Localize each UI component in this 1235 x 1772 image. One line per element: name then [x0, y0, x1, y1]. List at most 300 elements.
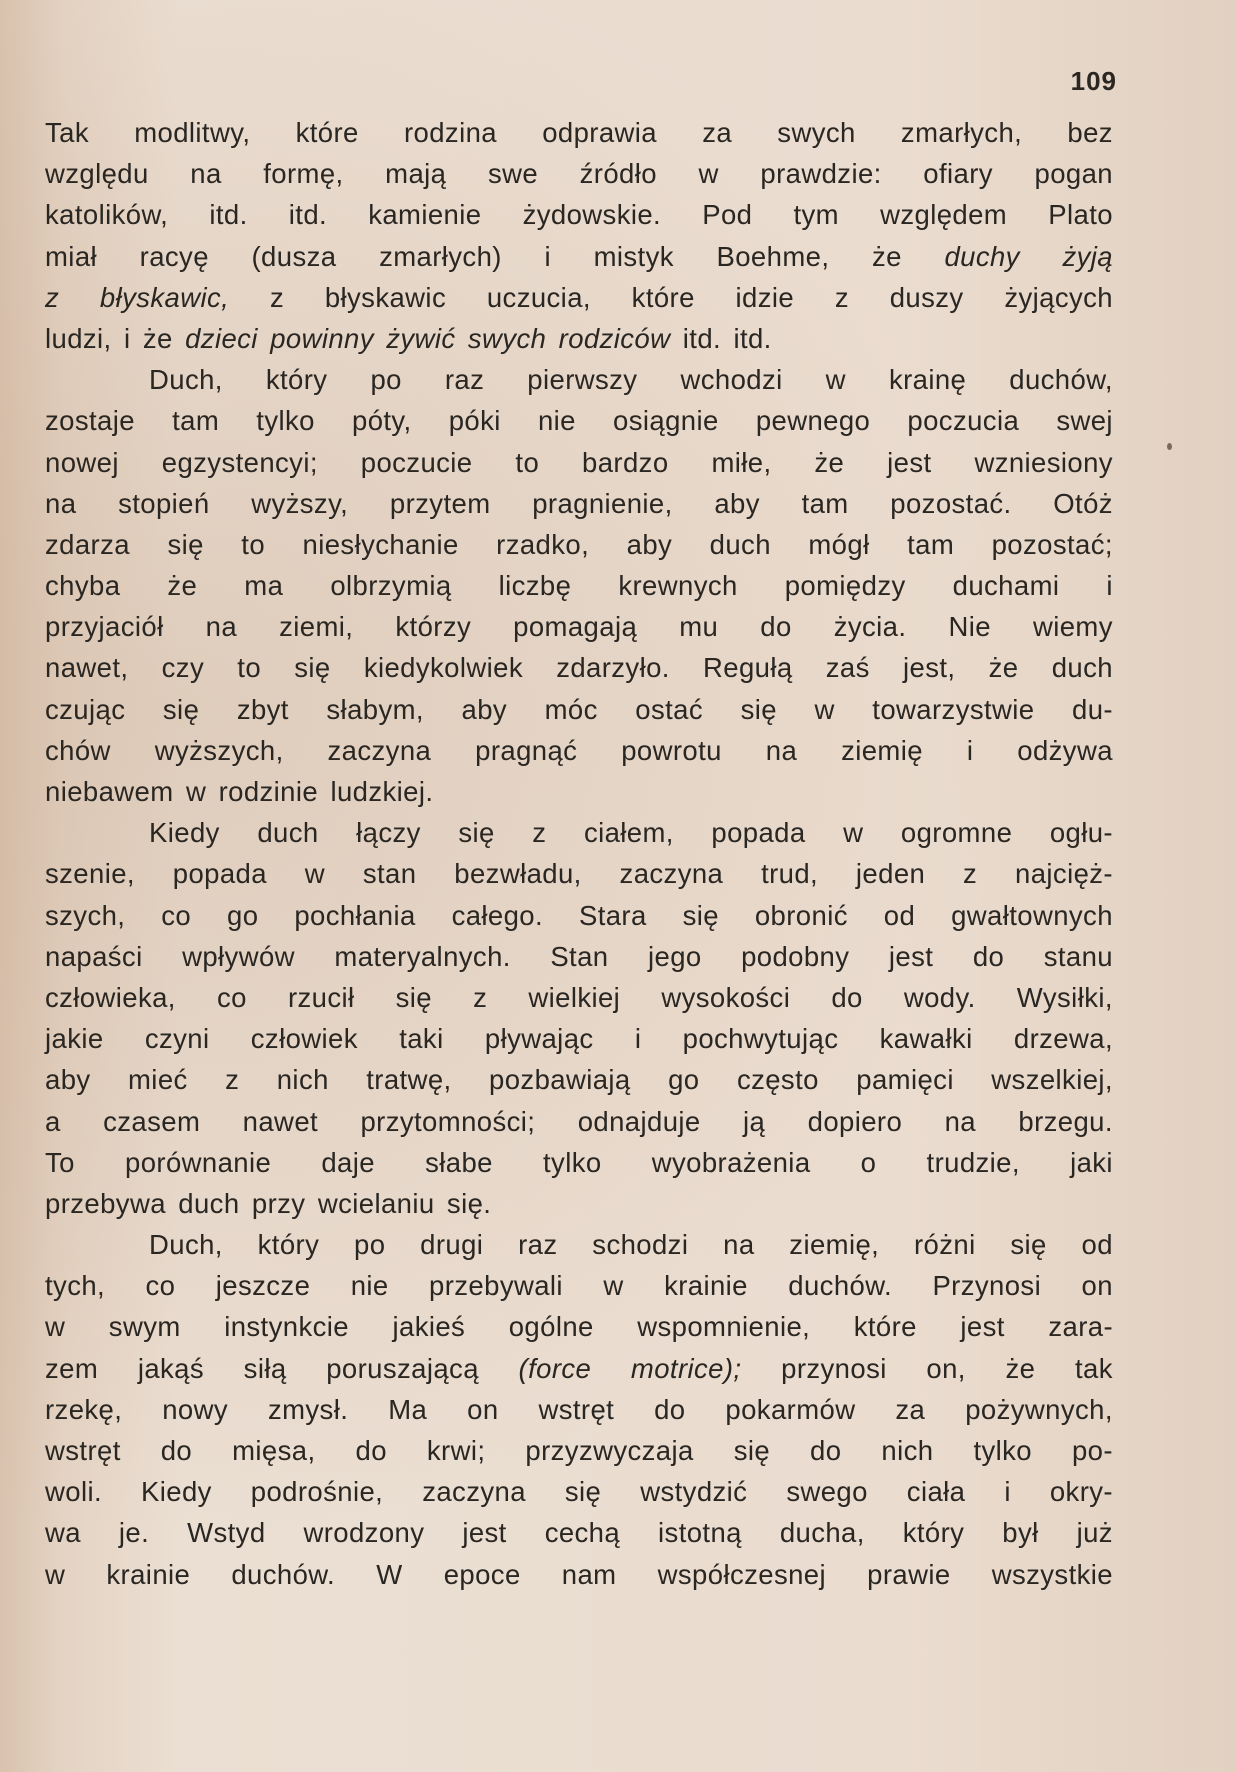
word: z: [834, 281, 849, 313]
word: instynkcie: [224, 1311, 349, 1343]
word: pamięci: [856, 1064, 954, 1096]
text-line: [45, 318, 1113, 359]
word: liczbę: [498, 570, 572, 602]
word: się: [1010, 1229, 1047, 1261]
word: krwi;: [426, 1435, 486, 1466]
word: życia.: [833, 611, 907, 643]
word: do: [760, 611, 792, 643]
word: pochłania: [294, 899, 416, 931]
word: i: [123, 322, 131, 354]
word: w: [843, 817, 864, 849]
word: pragnienie,: [532, 487, 673, 519]
word: mają: [385, 158, 447, 190]
word: (dusza: [251, 240, 337, 272]
word: do: [654, 1393, 686, 1425]
word: pogan: [1034, 158, 1113, 190]
paper-speck: [1167, 443, 1172, 450]
word: szenie,: [45, 858, 135, 890]
word: brzegu.: [1018, 1105, 1113, 1137]
text-line: [45, 194, 1113, 235]
word: ciała: [906, 1476, 966, 1508]
word: za: [895, 1393, 926, 1425]
word: Otóż: [1053, 487, 1113, 519]
word: z: [45, 281, 60, 313]
word: który: [257, 1229, 320, 1261]
word: pochwytując: [682, 1023, 839, 1055]
word: nowej: [45, 446, 119, 478]
word: drzewa,: [1013, 1023, 1113, 1055]
word: łączy: [356, 817, 421, 849]
word: tam: [801, 487, 849, 519]
word: chyba: [45, 570, 121, 602]
text-line: [45, 647, 1113, 688]
word: nie: [350, 1270, 389, 1302]
word: a: [45, 1105, 61, 1137]
word: wstręt: [538, 1393, 615, 1425]
word: duch: [178, 1187, 240, 1219]
word: czując: [45, 693, 126, 725]
word: kawałki: [879, 1023, 973, 1055]
word: pokarmów: [725, 1393, 856, 1425]
word: pierwszy: [527, 364, 638, 396]
word: które: [853, 1311, 917, 1343]
word: woli.: [45, 1476, 103, 1508]
word: Kiedy: [141, 1476, 212, 1508]
word: aby: [45, 1064, 91, 1096]
word: swych: [467, 322, 547, 354]
word: różni: [913, 1229, 976, 1261]
word: pływając: [484, 1023, 594, 1055]
word: poczucia: [907, 405, 1020, 437]
word: olbrzymią: [330, 570, 452, 602]
word: się: [395, 981, 432, 1013]
word: To: [45, 1146, 75, 1178]
word: dopiero: [807, 1105, 903, 1137]
word: pożywnych,: [965, 1393, 1113, 1425]
word: od: [1081, 1229, 1113, 1261]
word: przyjaciół: [45, 611, 164, 643]
word: duchami: [952, 570, 1060, 602]
word: Kiedy: [149, 817, 220, 849]
word: się: [682, 899, 719, 931]
word: pomagają: [513, 611, 638, 643]
word: chów: [45, 734, 111, 766]
word: że: [167, 570, 198, 602]
word: prawdzie:: [760, 158, 882, 190]
text-line: [45, 1554, 1113, 1595]
text-line: [45, 565, 1113, 606]
word: ją: [743, 1105, 766, 1137]
word: ziemi,: [279, 611, 354, 643]
word: wysokości: [661, 981, 791, 1013]
text-line: [45, 483, 1113, 524]
page-number: 109: [1070, 66, 1117, 96]
word: Duch,: [149, 1229, 223, 1261]
word: które: [295, 117, 359, 148]
word: stopień: [118, 487, 210, 519]
word: względu: [45, 158, 149, 190]
word: wszystkie: [991, 1558, 1113, 1590]
word: krainie: [664, 1270, 748, 1302]
word: on: [467, 1393, 499, 1425]
word: duszy: [889, 281, 964, 313]
text-line: [45, 236, 1113, 277]
word: pozostać.: [890, 487, 1012, 519]
word: rodziców: [558, 322, 671, 354]
word: prawie: [867, 1558, 951, 1590]
word: Tak: [45, 117, 89, 148]
word: na: [944, 1105, 976, 1137]
word: do: [810, 1435, 842, 1466]
word: ciałem,: [583, 817, 674, 849]
word: du-: [1072, 693, 1113, 725]
word: z: [269, 281, 285, 313]
word: błyskawic,: [99, 281, 230, 313]
word: żyją: [1062, 240, 1113, 272]
word: z: [225, 1064, 240, 1096]
word: się: [733, 1435, 771, 1466]
text-line: [45, 1389, 1113, 1430]
word: pozostać;: [991, 528, 1113, 560]
word: się: [458, 817, 495, 849]
word: duchy: [944, 240, 1020, 272]
word: trudzie,: [926, 1146, 1020, 1178]
word: osiągnie: [613, 405, 719, 437]
word: z: [532, 817, 547, 849]
word: którzy: [395, 611, 472, 643]
word: swej: [1056, 405, 1113, 437]
word: na: [723, 1229, 755, 1261]
word: ludzkiej.: [330, 776, 434, 807]
word: wstydzić: [640, 1476, 748, 1508]
word: przyzwyczaja: [525, 1435, 694, 1466]
word: tych,: [45, 1270, 106, 1302]
text-line: [45, 895, 1113, 936]
word: które: [631, 281, 695, 313]
word: poruszającą: [326, 1352, 479, 1384]
text-line: [45, 1265, 1113, 1306]
text-line: [45, 1059, 1113, 1100]
word: po: [370, 364, 402, 396]
word: trud,: [761, 858, 819, 890]
word: co: [161, 899, 192, 931]
word: wcielaniu: [317, 1187, 435, 1219]
word: na: [205, 611, 238, 643]
word: wzniesiony: [974, 446, 1113, 478]
word: wspomnienie,: [637, 1311, 811, 1343]
word: odprawia: [542, 117, 657, 148]
word: tym: [793, 199, 839, 231]
word: przebywali: [429, 1270, 563, 1302]
word: gwałtownych: [951, 899, 1113, 931]
word: zaś: [825, 652, 870, 684]
word: żyjących: [1004, 281, 1113, 313]
word: Wstyd: [187, 1517, 266, 1549]
word: dzieci: [185, 322, 258, 354]
text-line: [45, 1512, 1113, 1553]
word: Regułą: [703, 652, 793, 684]
word: Pod: [702, 199, 753, 231]
word: zara-: [1048, 1311, 1113, 1343]
word: wody.: [903, 981, 976, 1013]
word: porównanie: [125, 1146, 272, 1178]
word: mistyk: [593, 240, 674, 272]
text-line: [45, 977, 1113, 1018]
word: siłą: [243, 1352, 287, 1384]
word: w: [603, 1270, 624, 1302]
word: że: [142, 322, 173, 354]
word: obronić: [754, 899, 848, 931]
text-line: [45, 812, 1113, 853]
word: że: [871, 240, 902, 272]
word: już: [1076, 1517, 1113, 1549]
word: za: [702, 117, 733, 148]
word: zostaje: [45, 405, 135, 437]
word: pragnąć: [475, 734, 578, 766]
word: itd.: [288, 199, 328, 231]
word: nawet: [242, 1105, 319, 1137]
word: nam: [561, 1558, 617, 1590]
word: się.: [446, 1187, 492, 1219]
word: jest: [960, 1311, 1005, 1343]
text-line: [45, 730, 1113, 771]
word: stanu: [1043, 940, 1113, 972]
word: na: [190, 158, 222, 190]
text-line: [45, 1018, 1113, 1059]
word: jeszcze: [215, 1270, 311, 1302]
word: Wysiłki,: [1016, 981, 1113, 1013]
word: jaki: [1070, 1146, 1113, 1178]
word: kiedykolwiek: [363, 652, 523, 684]
word: jego: [647, 940, 702, 972]
word: i: [544, 240, 551, 272]
word: on,: [926, 1352, 966, 1384]
word: formę,: [263, 158, 344, 190]
word: jest: [462, 1517, 507, 1549]
word: popada: [172, 858, 267, 890]
word: odżywa: [1017, 734, 1113, 766]
word: mieć: [128, 1064, 188, 1096]
word: tam: [907, 528, 955, 560]
word: po: [354, 1229, 386, 1261]
word: krainie: [106, 1558, 191, 1590]
word: nich: [881, 1435, 934, 1466]
word: że: [814, 446, 845, 478]
word: zmarłych): [379, 240, 502, 272]
word: w: [304, 858, 326, 890]
text-line: [45, 524, 1113, 565]
word: wielkiej: [528, 981, 621, 1013]
word: że: [988, 652, 1019, 684]
word: Boehme,: [716, 240, 830, 272]
text-line: [45, 936, 1113, 977]
word: motrice);: [630, 1352, 742, 1384]
text-line: [45, 400, 1113, 441]
word: czyni: [144, 1023, 210, 1055]
word: co: [145, 1270, 176, 1302]
word: przebywa: [45, 1187, 166, 1219]
word: błyskawic: [324, 281, 447, 313]
word: uczucia,: [486, 281, 591, 313]
word: jakie: [45, 1023, 104, 1055]
word: ziemię,: [789, 1229, 880, 1261]
text-line: [45, 277, 1113, 318]
word: kamienie: [368, 199, 482, 231]
word: zbyt: [236, 693, 289, 725]
text-line: [45, 1224, 1113, 1265]
word: jest: [887, 446, 932, 478]
word: jest: [888, 940, 934, 972]
word: mięsa,: [232, 1435, 316, 1466]
word: źródło: [579, 158, 657, 190]
word: człowieka,: [45, 981, 176, 1013]
word: jest,: [902, 652, 956, 684]
word: żywić: [386, 322, 456, 354]
word: taki: [399, 1023, 444, 1055]
text-line: [45, 606, 1113, 647]
word: epoce: [443, 1558, 521, 1590]
word: do: [160, 1435, 193, 1466]
word: w: [185, 776, 207, 807]
text-line: [45, 1471, 1113, 1512]
word: z: [963, 858, 978, 890]
word: to: [241, 528, 266, 560]
word: jakieś: [392, 1311, 466, 1343]
word: który: [902, 1517, 965, 1549]
word: on: [1081, 1270, 1113, 1302]
word: duchów.: [788, 1270, 893, 1302]
word: rzucił: [287, 981, 355, 1013]
word: modlitwy,: [134, 117, 251, 148]
word: okry-: [1049, 1476, 1113, 1508]
word: go: [227, 899, 259, 931]
text-line: [45, 1142, 1113, 1183]
word: swych: [777, 117, 856, 148]
word: przytem: [389, 487, 491, 519]
word: wyższy,: [251, 487, 349, 519]
word: daje: [321, 1146, 375, 1178]
word: niebawem: [45, 776, 174, 807]
word: póki: [448, 405, 501, 437]
word: zaczyna: [422, 1476, 526, 1508]
word: się: [167, 528, 204, 560]
word: najcięż-: [1015, 858, 1113, 890]
word: swego: [786, 1476, 868, 1508]
word: rodzinie: [218, 776, 319, 807]
word: powinny: [270, 322, 374, 354]
word: idzie: [735, 281, 795, 313]
word: Duch,: [149, 364, 223, 396]
word: aby: [626, 528, 673, 560]
word: bez: [1067, 117, 1113, 148]
word: to: [237, 652, 262, 684]
word: przy: [251, 1187, 306, 1219]
word: zmarłych,: [900, 117, 1023, 148]
word: drugi: [420, 1229, 484, 1261]
word: mógł: [808, 528, 870, 560]
text-line: [45, 1430, 1113, 1471]
text-line: [45, 359, 1113, 400]
word: po-: [1071, 1435, 1113, 1466]
text-line: [45, 771, 1113, 812]
word: je.: [118, 1517, 150, 1549]
word: człowiek: [250, 1023, 358, 1055]
word: nowy: [162, 1393, 229, 1425]
word: wstręt: [45, 1435, 121, 1466]
word: tratwę,: [366, 1064, 452, 1096]
word: do: [831, 981, 863, 1013]
word: duch: [1051, 652, 1113, 684]
word: zdarza: [45, 528, 130, 560]
word: raz: [444, 364, 485, 396]
word: W: [376, 1558, 403, 1590]
word: ogłu-: [1049, 817, 1113, 849]
word: Ma: [388, 1393, 428, 1425]
word: to: [515, 446, 540, 478]
word: do: [355, 1435, 387, 1466]
word: czasem: [103, 1105, 201, 1137]
word: czy: [161, 652, 205, 684]
word: Przynosi: [932, 1270, 1042, 1302]
text-line: [45, 112, 1113, 153]
word: wyższych,: [154, 734, 284, 766]
word: ziemię: [841, 734, 923, 766]
word: ofiary: [923, 158, 993, 190]
word: słabe: [425, 1146, 493, 1178]
word: powrotu: [621, 734, 722, 766]
word: ogólne: [508, 1311, 594, 1343]
word: aby: [714, 487, 760, 519]
word: miłe,: [711, 446, 772, 478]
word: względem: [880, 199, 1008, 231]
word: rodzina: [403, 117, 497, 148]
word: istotną: [658, 1517, 742, 1549]
word: odnajduje: [577, 1105, 701, 1137]
word: tylko: [543, 1146, 602, 1178]
text-line: [45, 1101, 1113, 1142]
word: i: [1106, 570, 1113, 602]
body-text: [45, 112, 1113, 1595]
word: duchów.: [231, 1558, 336, 1590]
word: Nie: [948, 611, 991, 643]
word: mu: [679, 611, 719, 643]
word: duch: [709, 528, 771, 560]
word: Plato: [1048, 199, 1113, 231]
word: się: [162, 693, 200, 725]
word: się: [740, 693, 777, 725]
word: duch: [257, 817, 319, 849]
word: wrodzony: [303, 1517, 425, 1549]
word: itd.: [733, 322, 772, 354]
text-line: [45, 153, 1113, 194]
word: podobny: [741, 940, 850, 972]
word: nich: [276, 1064, 329, 1096]
word: krewnych: [618, 570, 738, 602]
word: tam: [172, 405, 220, 437]
word: jakąś: [137, 1352, 205, 1384]
word: ogromne: [900, 817, 1013, 849]
word: i: [634, 1023, 642, 1055]
word: krainę: [888, 364, 967, 396]
word: szych,: [45, 899, 126, 931]
word: tylko: [973, 1435, 1032, 1466]
word: zdarzyło.: [556, 652, 670, 684]
word: ludzi,: [45, 322, 112, 354]
word: ducha,: [779, 1517, 865, 1549]
word: słabym,: [326, 693, 424, 725]
text-line: [45, 689, 1113, 730]
word: nie: [537, 405, 576, 437]
